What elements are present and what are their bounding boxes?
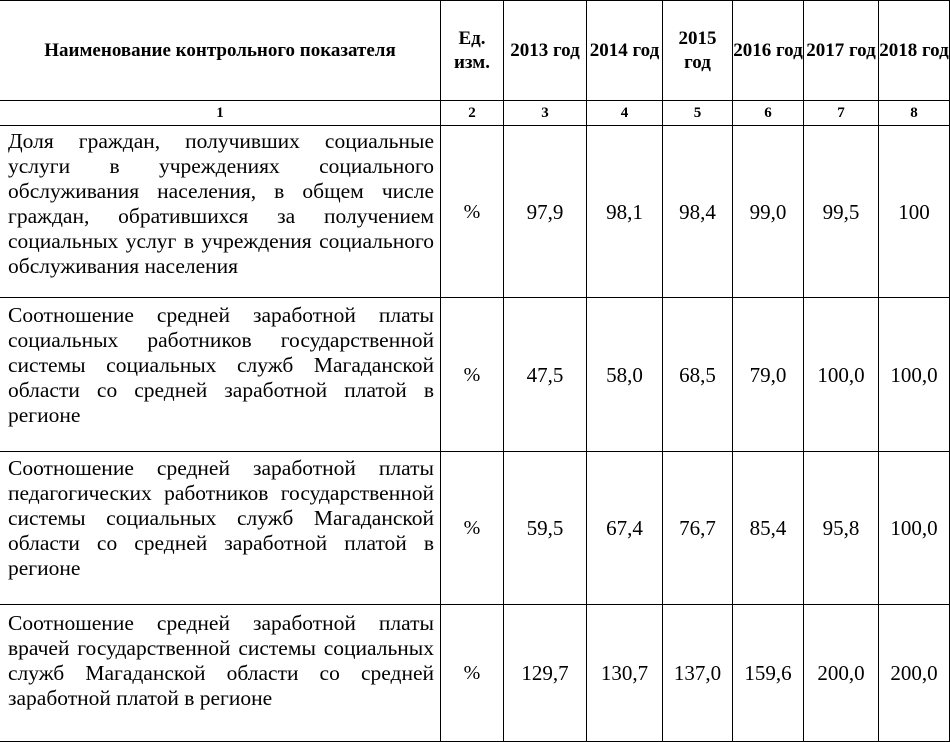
value-2015: 98,4 bbox=[663, 126, 733, 298]
header-year-2015: 2015 год bbox=[663, 1, 733, 101]
value-2018: 100 bbox=[879, 126, 950, 298]
table-row bbox=[0, 126, 950, 298]
column-number: 8 bbox=[879, 101, 950, 126]
value-2014: 67,4 bbox=[587, 452, 663, 605]
value-2015: 76,7 bbox=[663, 452, 733, 605]
indicator-unit: % bbox=[441, 126, 504, 298]
value-2015: 68,5 bbox=[663, 298, 733, 452]
value-2017: 200,0 bbox=[804, 605, 879, 742]
value-2017: 95,8 bbox=[804, 452, 879, 605]
indicator-name: Соотношение средней заработной платы педагогических работников государственной системы социальных служб Магаданской области со средней заработной платой в регионе bbox=[0, 452, 441, 605]
header-year-2016: 2016 год bbox=[733, 1, 804, 101]
value-2014: 58,0 bbox=[587, 298, 663, 452]
header-row bbox=[0, 1, 950, 101]
value-2017: 99,5 bbox=[804, 126, 879, 298]
indicator-unit: % bbox=[441, 298, 504, 452]
indicator-unit: % bbox=[441, 452, 504, 605]
value-2016: 159,6 bbox=[733, 605, 804, 742]
header-year-2014: 2014 год bbox=[587, 1, 663, 101]
value-2016: 79,0 bbox=[733, 298, 804, 452]
column-number: 1 bbox=[0, 101, 441, 126]
table-row bbox=[0, 298, 950, 452]
column-number: 6 bbox=[733, 101, 804, 126]
indicator-name: Соотношение средней заработной платы врачей государственной системы социальных служб Магаданской области со средней заработной платой в регионе bbox=[0, 605, 441, 742]
value-2013: 47,5 bbox=[504, 298, 587, 452]
header-name-column: Наименование контрольного показателя bbox=[0, 1, 441, 101]
table-row bbox=[0, 605, 950, 742]
value-2016: 99,0 bbox=[733, 126, 804, 298]
table-row bbox=[0, 452, 950, 605]
value-2016: 85,4 bbox=[733, 452, 804, 605]
column-number: 4 bbox=[587, 101, 663, 126]
header-year-2018: 2018 год bbox=[879, 1, 950, 101]
value-2017: 100,0 bbox=[804, 298, 879, 452]
header-unit-column: Ед. изм. bbox=[441, 1, 504, 101]
value-2014: 130,7 bbox=[587, 605, 663, 742]
column-number: 3 bbox=[504, 101, 587, 126]
value-2018: 200,0 bbox=[879, 605, 950, 742]
indicator-name: Соотношение средней заработной платы социальных работников государственной системы социальных служб Магаданской области со средней заработной платой в регионе bbox=[0, 298, 441, 452]
indicator-unit: % bbox=[441, 605, 504, 742]
indicator-name: Доля граждан, получивших социальные услуги в учреждениях социального обслуживания населения, в общем числе граждан, обратившихся за получением социальных услуг в учреждения социального обслуживания населения bbox=[0, 126, 441, 298]
column-number-row bbox=[0, 101, 950, 126]
column-number: 7 bbox=[804, 101, 879, 126]
header-year-2017: 2017 год bbox=[804, 1, 879, 101]
column-number: 5 bbox=[663, 101, 733, 126]
value-2018: 100,0 bbox=[879, 452, 950, 605]
value-2015: 137,0 bbox=[663, 605, 733, 742]
value-2013: 97,9 bbox=[504, 126, 587, 298]
value-2013: 129,7 bbox=[504, 605, 587, 742]
column-number: 2 bbox=[441, 101, 504, 126]
value-2013: 59,5 bbox=[504, 452, 587, 605]
value-2014: 98,1 bbox=[587, 126, 663, 298]
value-2018: 100,0 bbox=[879, 298, 950, 452]
header-year-2013: 2013 год bbox=[504, 1, 587, 101]
